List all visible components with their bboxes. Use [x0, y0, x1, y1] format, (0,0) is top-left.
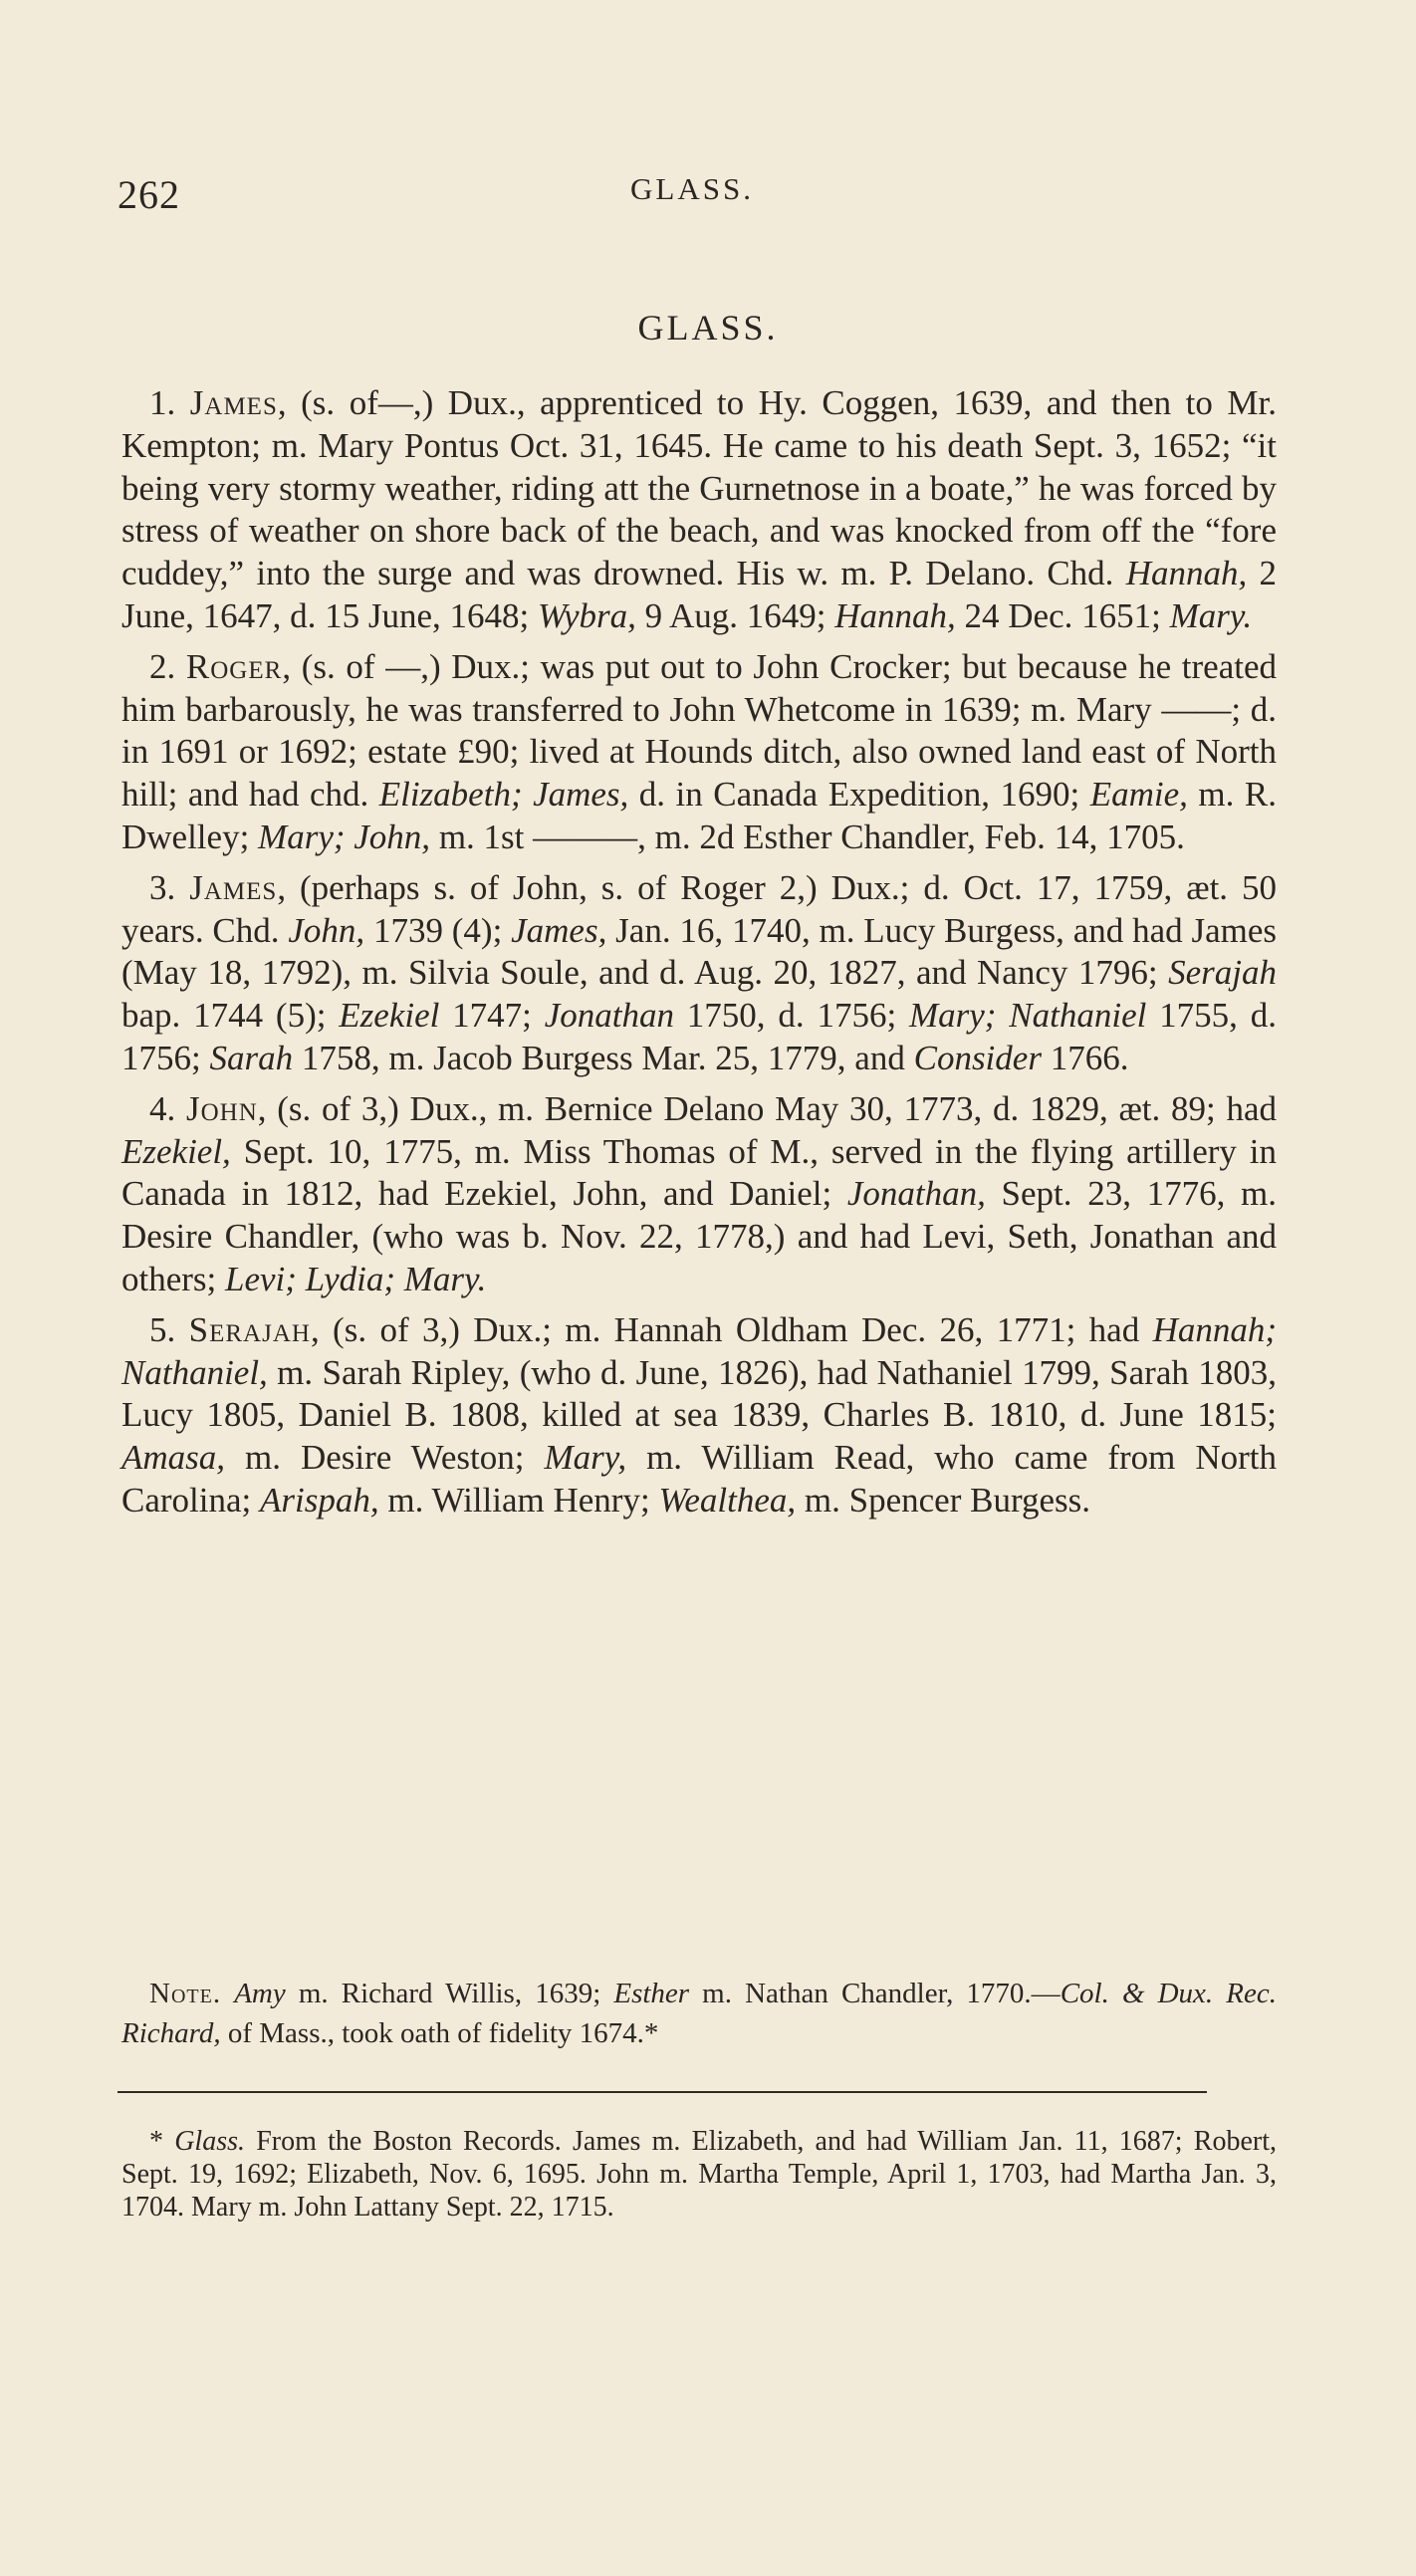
- note-text: m. Nathan Chandler, 1770.—: [689, 1978, 1061, 2009]
- child-name: Mary.: [1169, 595, 1253, 635]
- child-name: James,: [511, 910, 607, 950]
- child-name: Amasa,: [121, 1438, 226, 1478]
- entry-text: m. R. Dwelley;: [121, 775, 1277, 856]
- note-label: Note.: [149, 1978, 222, 2009]
- entry-text: m. William Henry;: [378, 1480, 659, 1520]
- child-name: Levi; Lydia; Mary.: [225, 1259, 487, 1298]
- page-number: 262: [118, 172, 180, 217]
- entry-1: [121, 382, 1277, 638]
- entry-text: 1758, m. Jacob Burgess Mar. 25, 1779, and: [293, 1038, 914, 1077]
- entry-text: m. 1st ———, m. 2d Esther Chandler, Feb. 14, 1705.: [430, 817, 1185, 856]
- child-name: Elizabeth; James,: [378, 775, 629, 815]
- entry-4: [121, 1088, 1277, 1301]
- child-name: Mary,: [544, 1438, 627, 1478]
- child-name: Hannah,: [834, 595, 956, 635]
- footnote: [121, 2125, 1277, 2224]
- child-name: Jonathan: [544, 996, 674, 1036]
- note-paragraph: [121, 1974, 1277, 2053]
- note-name: Amy: [234, 1978, 286, 2009]
- entry-text: 24 Dec. 1651;: [955, 595, 1170, 635]
- entry-name: Roger: [185, 646, 283, 686]
- entry-text: 1739 (4);: [364, 910, 512, 950]
- child-name: Hannah,: [1125, 554, 1248, 593]
- entry-name: Serajah: [188, 1309, 311, 1349]
- child-name: Ezekiel: [339, 996, 440, 1036]
- entry-text: , (perhaps s. of John, s. of Roger 2,) Dux.; d. Oct. 17, 1759, æt. 50 years. Chd.: [121, 867, 1278, 950]
- note-name: Richard,: [121, 2017, 221, 2049]
- entry-number: 1.: [149, 383, 176, 422]
- entry-text: , (s. of—,) Dux., apprenticed to Hy. Coggen, 1639, and then to Mr. Kempton; m. Mary Pontus Oct. 31, 1645. He came to his death Sept. 3, 1652; “it being very stormy weather, riding att the Gurnetnose in a boate,” he was forced by stress of weather on shore back of the beach, and was knocked from off the “fore cuddey,” into the surge and was drowned. His w. m. P. Delano. Chd.: [121, 383, 1278, 593]
- child-name: Mary; John,: [258, 817, 431, 856]
- entry-text: 1747;: [439, 996, 545, 1036]
- child-name: Wealthea,: [658, 1480, 797, 1520]
- footnote-mark: *: [149, 2126, 175, 2157]
- entry-text: 1755, d. 1756;: [121, 996, 1277, 1077]
- entry-text: 9 Aug. 1649;: [635, 595, 835, 635]
- entry-text: , (s. of 3,) Dux.; m. Hannah Oldham Dec. 26, 1771; had: [310, 1309, 1153, 1349]
- entry-text: Jan. 16, 1740, m. Lucy Burgess, and had James (May 18, 1792), m. Silvia Soule, and d. Aug. 20, 1827, and Nancy 1796;: [121, 910, 1277, 993]
- child-name: Eamie,: [1089, 775, 1188, 815]
- entry-number: 2.: [149, 646, 176, 686]
- footnote-heading: Glass.: [174, 2126, 245, 2157]
- section-title: GLASS.: [637, 308, 779, 348]
- footnote-text: From the Boston Records. James m. Elizabeth, and had William Jan. 11, 1687; Robert, Sept. 19, 1692; Elizabeth, Nov. 6, 1695. John m. Martha Temple, April 1, 1703, had Martha Jan. 3, 1704. Mary m. John Lattany Sept. 22, 1715.: [121, 2126, 1277, 2223]
- entry-name: James: [189, 867, 278, 907]
- note-text: m. Richard Willis, 1639;: [285, 1978, 614, 2009]
- entry-text: m. Sarah Ripley, (who d. June, 1826), had Nathaniel 1799, Sarah 1803, Lucy 1805, Daniel B. 1808, killed at sea 1839, Charles B. 1810, d. June 1815;: [121, 1352, 1277, 1435]
- entry-name: James: [189, 383, 278, 422]
- entry-text: bap. 1744 (5);: [121, 996, 340, 1036]
- entry-text: m. Spencer Burgess.: [796, 1480, 1090, 1520]
- note-text: of Mass., took oath of fidelity 1674.*: [220, 2017, 659, 2049]
- child-name: Serajah: [1168, 953, 1277, 993]
- child-name: Arispah,: [260, 1480, 379, 1520]
- entry-text: m. William Read, who came from North Carolina;: [121, 1438, 1277, 1520]
- child-name: Wybra,: [538, 595, 636, 635]
- child-name: Jonathan,: [846, 1174, 986, 1214]
- entry-2: [121, 646, 1277, 859]
- entry-5: [121, 1309, 1277, 1522]
- entry-text: 2 June, 1647, d. 15 June, 1648;: [121, 554, 1277, 635]
- entry-text: Sept. 23, 1776, m. Desire Chandler, (who was b. Nov. 22, 1778,) and had Levi, Seth, Jonathan and others;: [121, 1174, 1277, 1298]
- entry-text: d. in Canada Expedition, 1690;: [628, 775, 1090, 815]
- child-name: Sarah: [209, 1038, 294, 1077]
- child-name: Hannah; Nathaniel,: [121, 1309, 1277, 1392]
- child-name: Mary; Nathaniel: [909, 996, 1147, 1036]
- entry-text: 1750, d. 1756;: [673, 996, 909, 1036]
- child-name: John,: [288, 910, 365, 950]
- genealogy-entries: [121, 382, 1277, 1530]
- entry-text: , (s. of —,) Dux.; was put out to John Crocker; but because he treated him barbarously, he was transferred to John Whetcome in 1639; m. Mary ——; d. in 1691 or 1692; estate £90; lived at Hounds ditch, also owned land east of North hill; and had chd.: [121, 646, 1277, 815]
- entry-text: 1766.: [1041, 1038, 1129, 1077]
- footnote-divider: [118, 2091, 1207, 2093]
- running-head: [118, 171, 1287, 221]
- entry-text: , (s. of 3,) Dux., m. Bernice Delano May 30, 1773, d. 1829, æt. 89; had: [257, 1088, 1277, 1128]
- entry-number: 4.: [149, 1088, 176, 1128]
- child-name: Ezekiel,: [121, 1131, 231, 1171]
- entry-3: [121, 867, 1277, 1080]
- note-source: Col. & Dux. Rec.: [1060, 1978, 1277, 2009]
- entry-number: 5.: [149, 1309, 176, 1349]
- entry-name: John: [185, 1088, 258, 1128]
- note-name: Esther: [613, 1978, 690, 2009]
- running-title: GLASS.: [630, 171, 754, 206]
- entry-text: m. Desire Weston;: [225, 1438, 545, 1478]
- child-name: Consider: [913, 1038, 1042, 1077]
- entry-number: 3.: [149, 867, 176, 907]
- entry-text: Sept. 10, 1775, m. Miss Thomas of M., served in the flying artillery in Canada in 1812, had Ezekiel, John, and Daniel;: [121, 1131, 1277, 1214]
